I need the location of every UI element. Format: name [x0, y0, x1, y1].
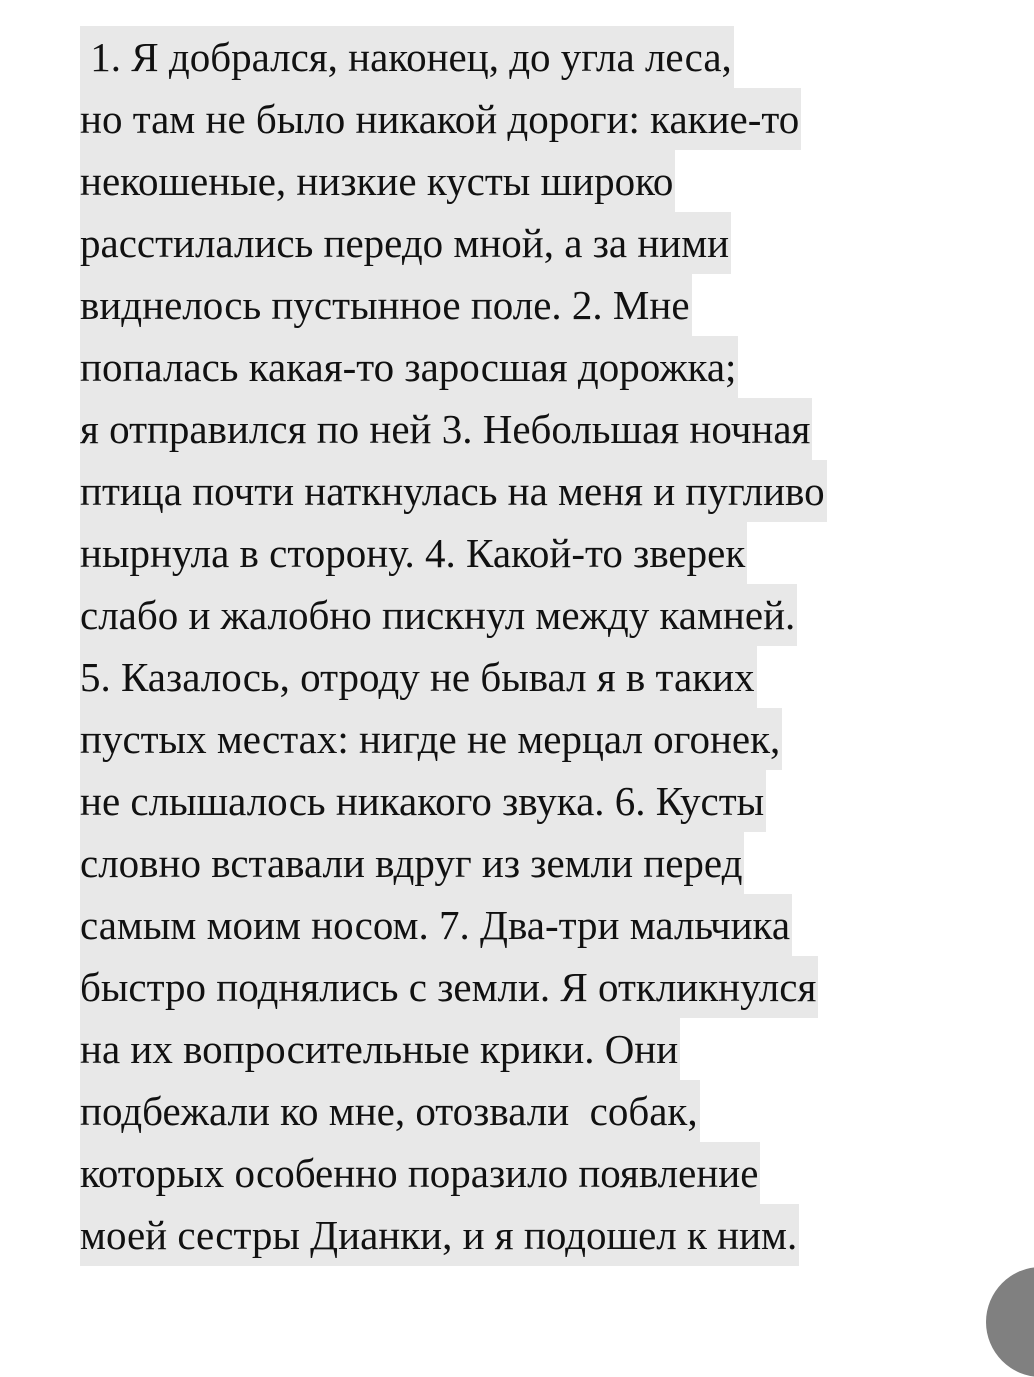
text-line: нырнула в сторону. 4. Какой-то зверек: [80, 522, 1020, 584]
floating-action-button[interactable]: [986, 1267, 1034, 1377]
text-line: расстилались передо мной, а за ними: [80, 212, 1020, 274]
text-line: быстро поднялись с земли. Я откликнулся: [80, 956, 1020, 1018]
text-line: на их вопросительные крики. Они: [80, 1018, 1020, 1080]
text-line: слабо и жалобно пискнул между камней.: [80, 584, 1020, 646]
text-line: не слышалось никакого звука. 6. Кусты: [80, 770, 1020, 832]
text-line: 1. Я добрался, наконец, до угла леса,: [80, 26, 1020, 88]
text-line: 5. Казалось, отроду не бывал я в таких: [80, 646, 1020, 708]
text-line: некошеные, низкие кусты широко: [80, 150, 1020, 212]
text-line: птица почти наткнулась на меня и пугливо: [80, 460, 1020, 522]
text-line: словно вставали вдруг из земли перед: [80, 832, 1020, 894]
text-line: виднелось пустынное поле. 2. Мне: [80, 274, 1020, 336]
text-block: [80, 26, 1020, 1266]
text-line: которых особенно поразило появление: [80, 1142, 1020, 1204]
text-line: пустых местах: нигде не мерцал огонек,: [80, 708, 1020, 770]
text-line: но там не было никакой дороги: какие-то: [80, 88, 1020, 150]
text-line: самым моим носом. 7. Два-три мальчика: [80, 894, 1020, 956]
text-line: подбежали ко мне, отозвали собак,: [80, 1080, 1020, 1142]
text-line: попалась какая-то заросшая дорожка;: [80, 336, 1020, 398]
text-line: моей сестры Дианки, и я подошел к ним.: [80, 1204, 1020, 1266]
text-line: я отправился по ней 3. Небольшая ночная: [80, 398, 1020, 460]
